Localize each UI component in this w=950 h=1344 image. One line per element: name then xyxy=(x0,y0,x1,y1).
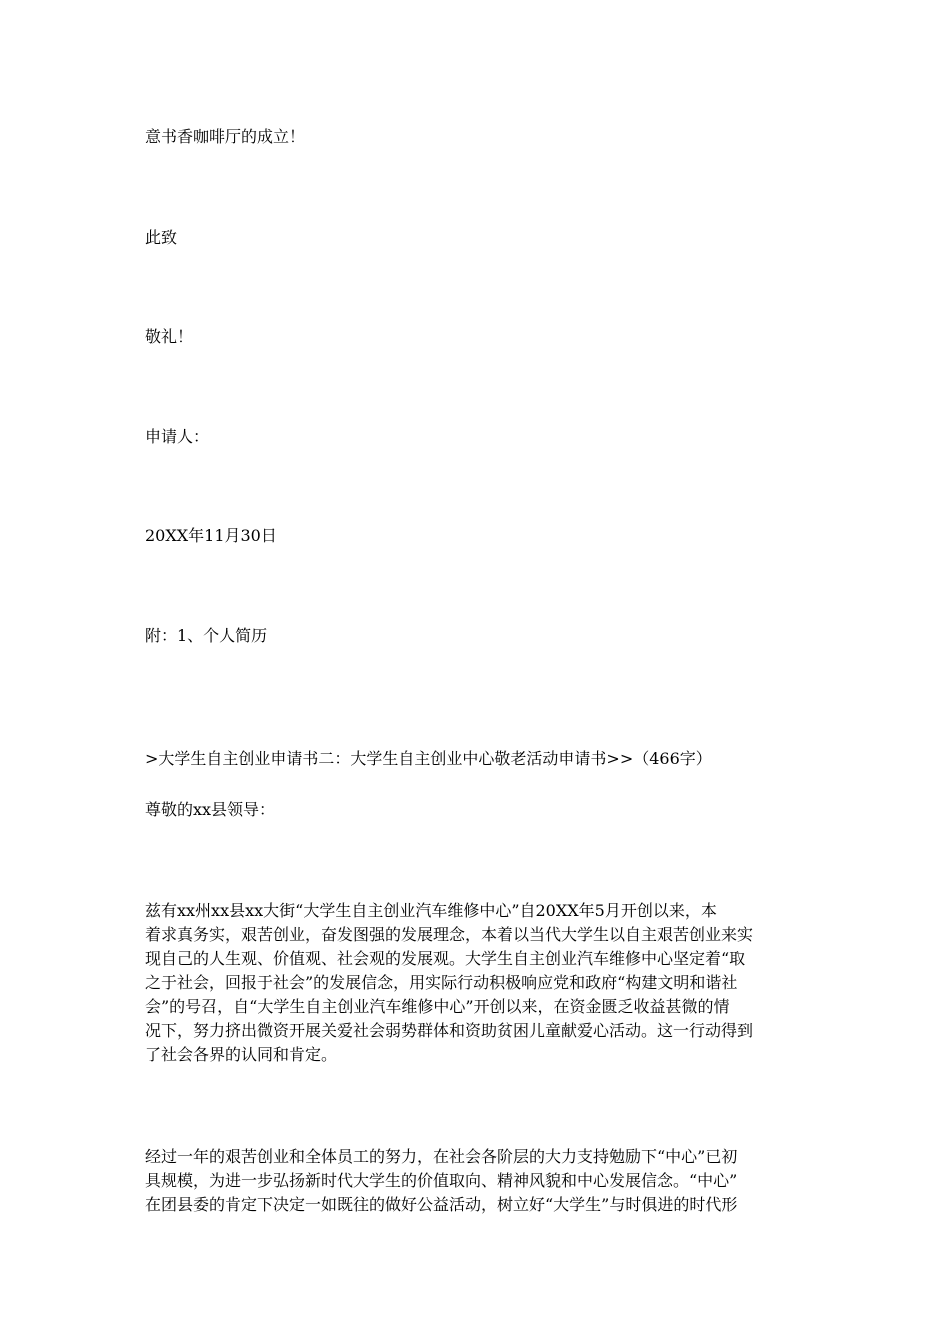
salutation-ci-zhi: 此致 xyxy=(145,228,178,247)
closing-fragment: 意书香咖啡厅的成立！ xyxy=(145,127,306,146)
applicant-label: 申请人： xyxy=(145,427,210,446)
paragraph-line: 经过一年的艰苦创业和全体员工的努力，在社会各阶层的大力支持勉励下“中心”已初 xyxy=(145,1147,738,1166)
salutation-jing-li: 敬礼！ xyxy=(145,327,194,346)
paragraph-line: 了社会各界的认同和肯定。 xyxy=(145,1045,338,1064)
paragraph-line: 在团县委的肯定下决定一如既往的做好公益活动，树立好“大学生”与时俱进的时代形 xyxy=(145,1195,738,1214)
attachment-note: 附：1、个人简历 xyxy=(145,626,268,645)
section-heading: >大学生自主创业申请书二：大学生自主创业中心敬老活动申请书>>（466字） xyxy=(145,749,712,768)
paragraph-line: 兹有xx州xx县xx大街“大学生自主创业汽车维修中心”自20XX年5月开创以来，本 xyxy=(145,901,717,920)
paragraph-line: 会”的号召，自“大学生自主创业汽车维修中心”开创以来，在资金匮乏收益甚微的情 xyxy=(145,997,730,1016)
body-paragraph-2 xyxy=(145,1145,810,1217)
paragraph-line: 现自己的人生观、价值观、社会观的发展观。大学生自主创业汽车维修中心坚定着“取 xyxy=(145,949,746,968)
letter-greeting: 尊敬的xx县领导： xyxy=(145,800,276,819)
letter-date: 20XX年11月30日 xyxy=(145,526,277,545)
paragraph-line: 具规模，为进一步弘扬新时代大学生的价值取向、精神风貌和中心发展信念。“中心” xyxy=(145,1171,738,1190)
body-paragraph-1 xyxy=(145,899,810,1067)
paragraph-line: 着求真务实，艰苦创业，奋发图强的发展理念，本着以当代大学生以自主艰苦创业来实 xyxy=(145,925,754,944)
paragraph-line: 之于社会，回报于社会”的发展信念，用实际行动积极响应党和政府“构建文明和谐社 xyxy=(145,973,738,992)
paragraph-line: 况下，努力挤出微资开展关爱社会弱势群体和资助贫困儿童献爱心活动。这一行动得到 xyxy=(145,1021,754,1040)
